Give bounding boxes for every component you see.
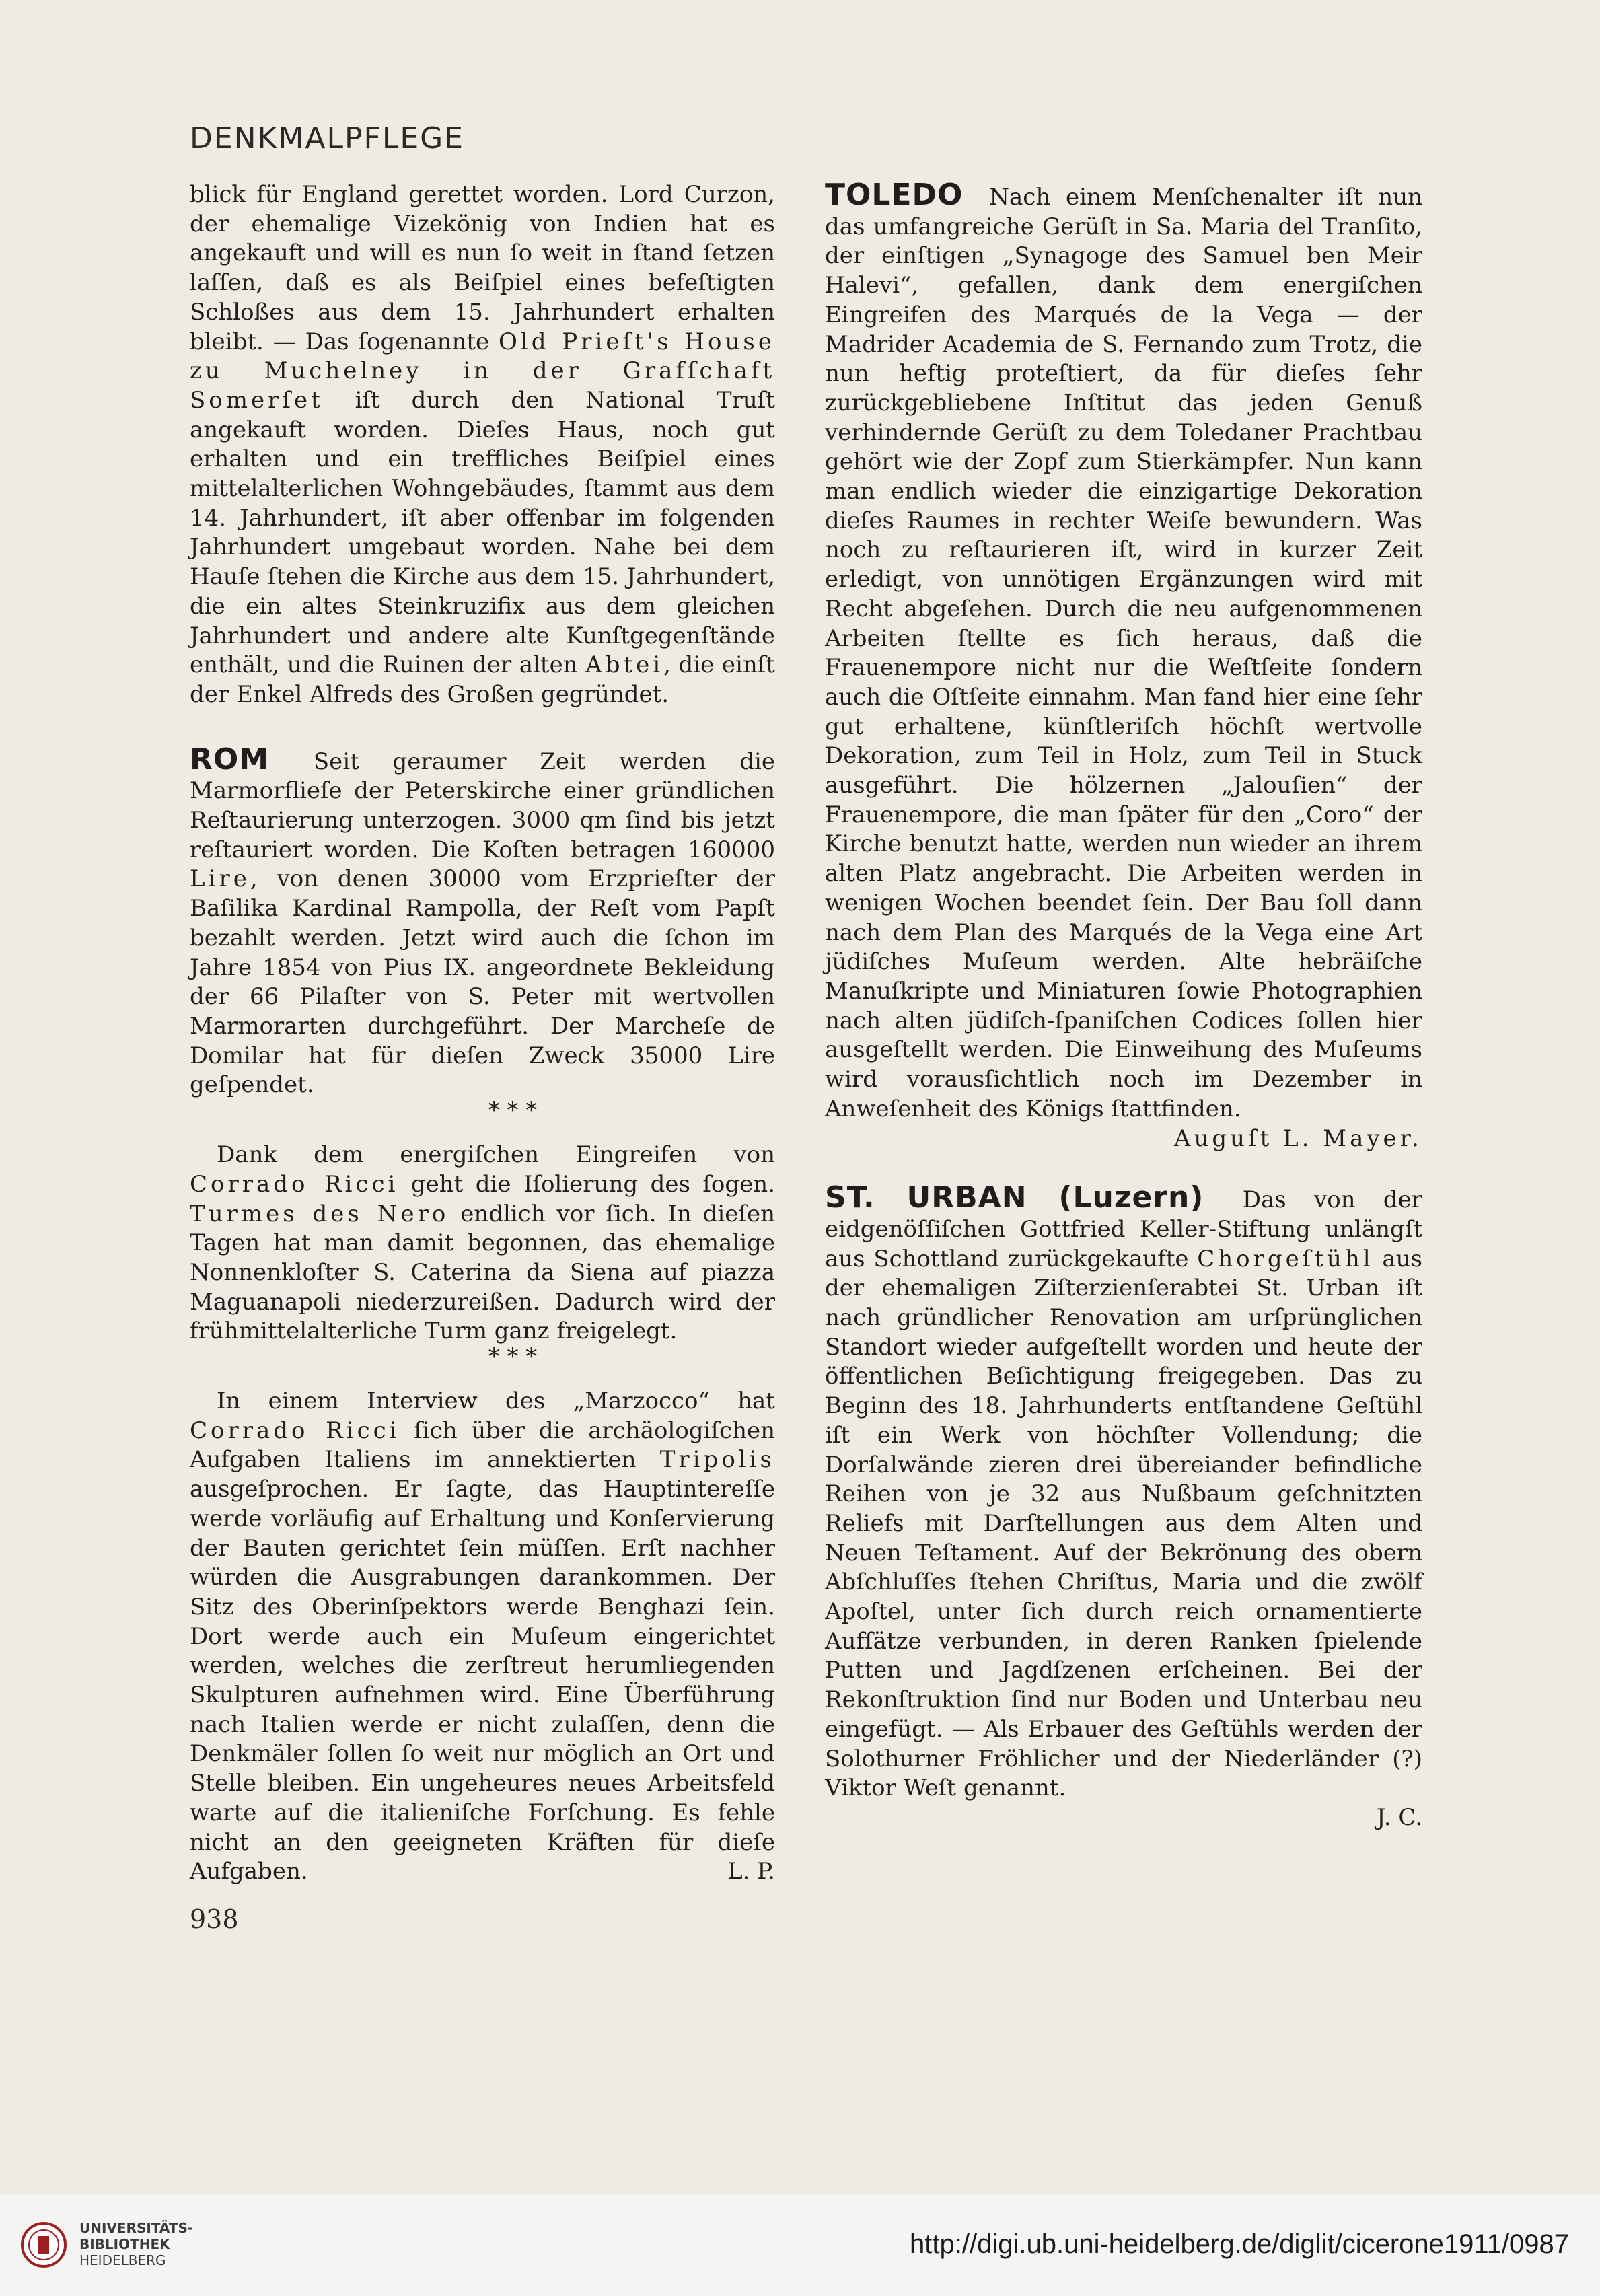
paragraph-england <box>190 180 775 710</box>
signature-toledo: Auguſt L. Mayer. <box>1173 1124 1422 1152</box>
text-segment-spaced: Turmes des Nero <box>190 1200 449 1227</box>
section-gap <box>190 710 775 745</box>
text-segment-spaced: Chorgeſtühl <box>1197 1245 1374 1272</box>
left-column <box>190 180 775 1887</box>
text-segment: Das von der eidgenöſſiſchen Gottfried Keller-Stiftung unlängſt aus Schottland zurückgekaufte <box>825 1186 1422 1272</box>
text-segment: , die einſt der Enkel Alfreds des Großen gegründet. <box>190 651 775 708</box>
text-segment-spaced: Old Prieſt's House zu Muchelney in der Grafſchaft Somerſet <box>190 328 775 414</box>
text-segment: Dank dem energiſchen Eingreifen von <box>217 1141 775 1169</box>
signature-rom: L. P. <box>727 1857 775 1885</box>
section-heading-toledo: TOLEDO <box>825 178 963 212</box>
library-name-line: HEIDELBERG <box>79 2252 166 2268</box>
paragraph-toledo <box>825 180 1422 1124</box>
paragraph-rom-1 <box>190 742 775 1100</box>
digitization-footer <box>0 2194 1600 2296</box>
library-seal-icon[interactable] <box>20 2221 67 2268</box>
text-segment: Seit geraumer Zeit werden die Marmorflieſe der Peterskirche einer gründlichen Reſtaurierung unterzogen. 3000 qm ſind bis jetzt reſtauriert worden. Die Koſten betragen 160000 <box>190 748 775 863</box>
text-segment: iſt durch den National Truſt angekauft worden. Dieſes Haus, noch gut erhalten und ein treffliches Beiſpiel eines mittelalterlichen Wohngebäudes, ſtammt aus dem 14. Jahrhundert, iſt aber offenbar im folgenden Jahrhundert umgebaut worden. Nahe bei dem Hauſe ſtehen die Kirche aus dem 15. Jahrhundert, die ein altes Steinkruzifix aus dem gleichen Jahrhundert und andere alte Kunſtgegenſtände enthält, und die Ruinen der alten <box>190 386 775 679</box>
text-segment: aus der ehemaligen Ziſterzienſerabtei St. Urban iſt nach gründlicher Renovation am urſprünglichen Standort wieder aufgeſtellt worden und heute der öffentlichen Beſichtigung freigegeben. Das zu Beginn des 18. Jahrhunderts entſtandene Geſtühl iſt ein Werk von höchſter Vollendung; die Dorſalwände zieren drei übereiander befindliche Reihen von je 32 aus Nußbaum geſchnitzten Reliefs mit Darſtellungen aus dem Alten und Neuen Teſtament. Auf der Bekrönung des obern Abſchluſſes ſtehen Chriſtus, Maria und die zwölf Apoſtel, unter ſich durch reich ornamentierte Aufſätze verbunden, in deren Ranken ſpielende Putten und Jagdſzenen erſcheinen. Bei der Rekonſtruktion ſind nur Boden und Unterbau neu eingefügt. — Als Erbauer des Geſtühls werden der Solothurner Fröhlicher und der Niederländer (?) Viktor Weſt genannt. <box>825 1245 1422 1802</box>
section-divider-stars: * * * <box>488 1097 538 1124</box>
text-segment: blick für England gerettet worden. Lord Curzon, der ehemalige Vizekönig von Indien hat es angekauft und will es nun ſo weit in ſtand ſetzen laſſen, daß es als Beiſpiel eines befeſtigten Schloßes aus dem 15. Jahrhundert erhalten bleibt. — Das ſogenannte <box>190 181 775 355</box>
page-number: 938 <box>190 1904 239 1934</box>
text-segment: Nach einem Menſchenalter iſt nun das umfangreiche Gerüſt in Sa. Maria del Tranſito, der einſtigen „Synagoge des Samuel ben Meir Halevi“, gefallen, dank dem energiſchen Eingreifen des Marqués de la Vega — der Madrider Academia de S. Fernando zum Trotz, die nun heftig proteſtiert, da für dieſes ſehr zurückgebliebene Inſtitut das jeden Genuß verhindernde Gerüſt zu dem Toledaner Prachtbau gehört wie der Zopf zum Stierkämpfer. Nun kann man endlich wieder die einzigartige Dekoration dieſes Raumes in rechter Weiſe bewundern. Was noch zu reſtaurieren iſt, wird in kurzer Zeit erledigt, von unnötigen Ergänzungen wird mit Recht abgeſehen. Durch die neu aufgenommenen Arbeiten ſtellte es ſich heraus, daß die Frauenempore nicht nur die Weſtſeite ſondern auch die Oſtſeite einnahm. Man fand hier eine ſehr gut erhaltene, künſtleriſch höchſt wertvolle Dekoration, zum Teil in Holz, zum Teil in Stuck ausgeführt. Die hölzernen „Jalouſien“ der Frauenempore, die man ſpäter für den „Coro“ der Kirche benutzt hatte, werden nun wieder an ihrem alten Platz angebracht. Die Arbeiten werden in wenigen Wochen beendet ſein. Der Bau ſoll dann nach dem Plan des Marqués de la Vega eine Art jüdiſches Muſeum werden. Alte hebräiſche Manuſkripte und Miniaturen ſowie Photographien nach alten jüdiſch-ſpaniſchen Codices ſollen hier ausgeſtellt werden. Die Einweihung des Muſeums wird vorausſichtlich noch im Dezember in Anweſenheit des Königs ſtattfinden. <box>825 184 1422 1122</box>
signature-st-urban: J. C. <box>1376 1803 1422 1831</box>
library-name <box>79 2220 193 2268</box>
right-column <box>825 180 1422 1833</box>
section-divider-stars: * * * <box>488 1343 538 1371</box>
text-segment-spaced: Abtei <box>585 651 664 679</box>
text-segment: In einem Interview des „Marzocco“ hat <box>217 1388 775 1415</box>
text-segment-spaced: Corrado Ricci <box>190 1170 399 1198</box>
text-segment: geht die Iſolierung des ſogen. <box>410 1170 775 1198</box>
paragraph-rom-2 <box>190 1141 775 1347</box>
text-segment-spaced: Lire <box>190 865 250 893</box>
text-segment: ſich über die archäologiſchen Aufgaben Italiens im annektierten <box>190 1416 776 1474</box>
section-heading-st-urban: ST. URBAN (Luzern) <box>825 1180 1204 1215</box>
text-segment: endlich vor ſich. In dieſen Tagen hat man damit begonnen, das ehemalige Nonnenkloſter S. Caterina da Siena auf piazza Maguanapoli niederzureißen. Dadurch wird der frühmittelalterliche Turm ganz freigelegt. <box>190 1200 775 1345</box>
text-segment-spaced: Tripolis <box>659 1446 775 1474</box>
text-segment: ausgeſprochen. Er ſagte, das Hauptintereſſe werde vorläufig auf Erhaltung und Konſervierung der Bauten gerichtet ſein müſſen. Erſt nachher würden die Ausgrabungen darankommen. Der Sitz des Oberinſpektors werde Benghazi ſein. Dort werde auch ein Muſeum eingerichtet werden, welches die zerſtreut herumliegenden Skulpturen aufnehmen wird. Eine Überführung nach Italien werde er nicht zulaſſen, denn die Denkmäler ſollen ſo weit nur möglich an Ort und Stelle bleiben. Ein ungeheures neues Arbeitsfeld warte auf die italieniſche Forſchung. Es fehle nicht an den geeigneten Kräften für dieſe Aufgaben. <box>190 1476 775 1886</box>
paragraph-st-urban <box>825 1180 1422 1803</box>
text-segment-spaced: Corrado Ricci <box>190 1416 400 1444</box>
permalink-url[interactable]: http://digi.ub.uni-heidelberg.de/diglit/cicerone1911/0987 <box>910 2229 1569 2259</box>
section-gap <box>825 1153 1422 1183</box>
library-name-line: UNIVERSITÄTS- <box>79 2220 194 2236</box>
text-segment: , von denen 30000 vom Erzprieſter der Baſilika Kardinal Rampolla, der Reſt vom Papſt bezahlt werden. Jetzt wird auch die ſchon im Jahre 1854 von Pius IX. angeordnete Bekleidung der 66 Pilaſter von S. Peter mit wertvollen Marmorarten durchgeführt. Der Marcheſe de Domilar hat für dieſen Zweck 35000 Lire geſpendet. <box>190 865 775 1099</box>
paragraph-rom-3 <box>190 1387 775 1887</box>
library-name-line: BIBLIOTHEK <box>79 2236 170 2252</box>
section-heading-rom: ROM <box>190 742 270 777</box>
running-head: DENKMALPFLEGE <box>190 121 465 155</box>
